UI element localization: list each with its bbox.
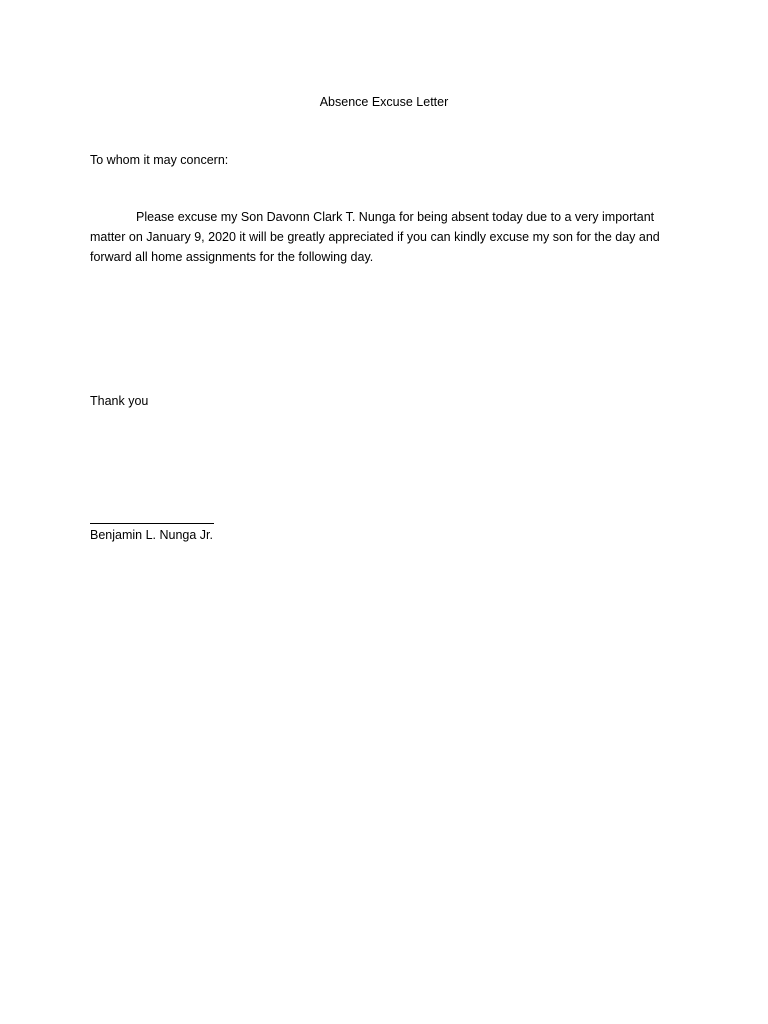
signature-line — [90, 523, 214, 524]
signatory-name: Benjamin L. Nunga Jr. — [90, 528, 213, 542]
letter-body: Please excuse my Son Davonn Clark T. Nunga for being absent today due to a very important matter on January 9, 2020 it will be greatly appreciated if you can kindly excuse my son for the day and forward all home assignments for the following day. — [90, 210, 660, 264]
salutation: To whom it may concern: — [90, 153, 229, 167]
letter-title: Absence Excuse Letter — [319, 95, 449, 109]
closing-line: Thank you — [90, 394, 149, 408]
